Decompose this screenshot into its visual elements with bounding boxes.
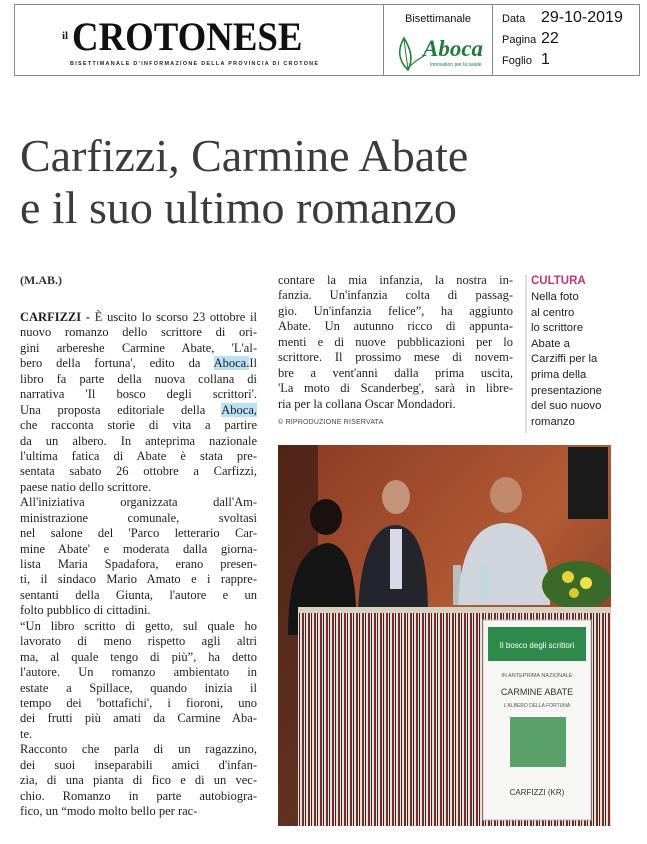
frequency-label: Bisettimanale [405, 13, 472, 25]
date-value: 29-10-2019 [541, 9, 623, 26]
headline-line: e il suo ultimo romanzo [20, 182, 457, 233]
article-line: CARFIZZI - È uscito lo scorso 23 ottobre il [20, 310, 257, 324]
caption-kicker: CULTURA [531, 275, 586, 287]
article-line: ministrazione comunale, svoltasi [20, 510, 257, 525]
aboca-logo-text: Aboca [423, 36, 484, 61]
caption-line: prima della [531, 368, 587, 381]
caption-line: Nella foto [531, 291, 579, 303]
article-line: mine Abate' e moderata dalla giorna- [20, 541, 257, 556]
article-line: nuovo romanzo dello scrittore di ori- [20, 325, 257, 340]
article-line: sentanti della Giunta, l'autore e un [20, 587, 257, 602]
publication-name: CROTONESE [72, 14, 303, 59]
article-line: bero della fortuna', edito da Aboca.Il [20, 356, 257, 371]
article-line: chio. Romanzo in parte autobiogra- [20, 788, 257, 803]
article-line: estate a Spillace, quando inizia il [20, 680, 257, 695]
page-value: 22 [541, 30, 559, 47]
article-line: l'autore. Un romanzo ambientato in [20, 665, 257, 680]
caption-rule [525, 275, 527, 433]
banner-title-text: L'ALBERO DELLA FORTUNA [503, 703, 571, 709]
aboca-tagline: Innovation per la salute [430, 62, 482, 68]
caption-line: Carziffi per la [531, 353, 598, 366]
article-line: dei suoi inseparabili amici d'infan- [20, 757, 257, 772]
dateline: CARFIZZI - [20, 310, 95, 324]
banner-top-text: Il bosco degli scrittori [499, 641, 575, 650]
article-line: libro fa parte della nuova collana di [20, 371, 257, 386]
banner-line1-text: IN ANTEPRIMA NAZIONALE [501, 673, 573, 679]
caption-line: del suo nuovo [531, 400, 602, 413]
article-column-1 [20, 310, 257, 819]
article-line: sentata sabato 26 ottobre a Carfizzi, [20, 464, 257, 479]
article-line: All'iniziativa organizzata dall'Am- [20, 495, 257, 510]
caption-line: presentazione [531, 384, 602, 397]
article-line: Una proposta editoriale della Aboca, [20, 402, 257, 417]
highlighted-keyword: Aboca. [213, 356, 250, 371]
article-line: da un albero. In anteprima nazionale [20, 433, 257, 448]
article-line: bre a vent'anni dalla prima uscita, [278, 365, 513, 380]
date-label: Data [502, 13, 526, 25]
photo-caption [531, 290, 631, 430]
banner-place-text: CARFIZZI (KR) [509, 788, 565, 797]
publication-prefix: il [62, 30, 69, 42]
page-label: Pagina [502, 34, 537, 46]
article-line: fanzia. Un'infanzia colta di passag- [278, 288, 513, 303]
masthead [0, 0, 647, 78]
article-line: paese natio dello scrittore. [20, 479, 152, 494]
article-line: Racconto che parla di un ragazzino, [20, 742, 257, 757]
masthead-divider [492, 4, 493, 76]
article-line: lavorato di meno rispetto agli altri [20, 634, 257, 649]
article-line: lista Maria Spadafora, erano presen- [20, 557, 257, 571]
publication-subtitle: BISETTIMANALE D'INFORMAZIONE DELLA PROVINCIA DI CROTONE [70, 61, 320, 67]
article-line: tempo dei 'bottafichi', i fioroni, uno [20, 695, 257, 710]
article-line: menti e di nuove pubblicazioni per lo [278, 334, 513, 349]
copyright-notice: © RIPRODUZIONE RISERVATA [278, 419, 384, 426]
highlighted-keyword: Aboca, [221, 402, 257, 417]
caption-line: al centro [531, 306, 575, 319]
aboca-leaf-icon [390, 32, 426, 72]
article-line: ti, il sindaco Mario Amato e i rappre- [20, 572, 257, 587]
article-line: fico, un “modo molto bello per rac- [20, 804, 198, 818]
article-line: Abate. Un autunno ricco di appunta- [278, 319, 513, 334]
article-line: 'La moto di Scanderbeg', sarà in libre- [278, 381, 513, 396]
article-line: folto pubblico di cittadini. [20, 603, 151, 618]
article-line: scrittore. Il prossimo mese di novem- [278, 350, 513, 365]
sheet-value: 1 [541, 51, 550, 68]
caption-line: lo scrittore [531, 322, 584, 335]
article-line: “Un libro scritto di getto, sul quale ho [20, 618, 257, 633]
byline: (M.AB.) [20, 273, 62, 287]
article-line: narrativa 'Il bosco degli scrittori'. [20, 387, 257, 402]
article-line: nel salone del 'Parco letterario Car- [20, 526, 257, 541]
article-line: gini arbereshe Carmine Abate, 'L'al- [20, 340, 257, 355]
caption-line: Abate a [531, 337, 570, 350]
article-line: gio. Un'infanzia felice”, ha aggiunto [278, 303, 513, 318]
caption-line: romanzo [531, 415, 575, 428]
event-photo [278, 445, 611, 826]
article-line: ma, al quale tengo di più”, ha detto [20, 649, 257, 664]
sheet-label: Foglio [502, 55, 532, 67]
headline-line: Carfizzi, Carmine Abate [20, 130, 469, 181]
article-line: te. [20, 726, 33, 741]
article-line: che racconta storie di vita a partire [20, 418, 257, 433]
banner-author-text: CARMINE ABATE [500, 687, 574, 697]
article-line: l'ultima fatica di Abate è stata pre- [20, 448, 257, 463]
article-column-2 [278, 273, 513, 412]
masthead-divider [383, 4, 384, 76]
article-line: dei frutti più amati da Carmine Aba- [20, 711, 257, 726]
article-line: contare la mia infanzia, la nostra in- [278, 273, 513, 287]
article-line: zia, di una pianta di fico e di un vec- [20, 773, 257, 788]
article-line: ria per la collana Oscar Mondadori. [278, 396, 456, 411]
article-headline [20, 130, 640, 234]
